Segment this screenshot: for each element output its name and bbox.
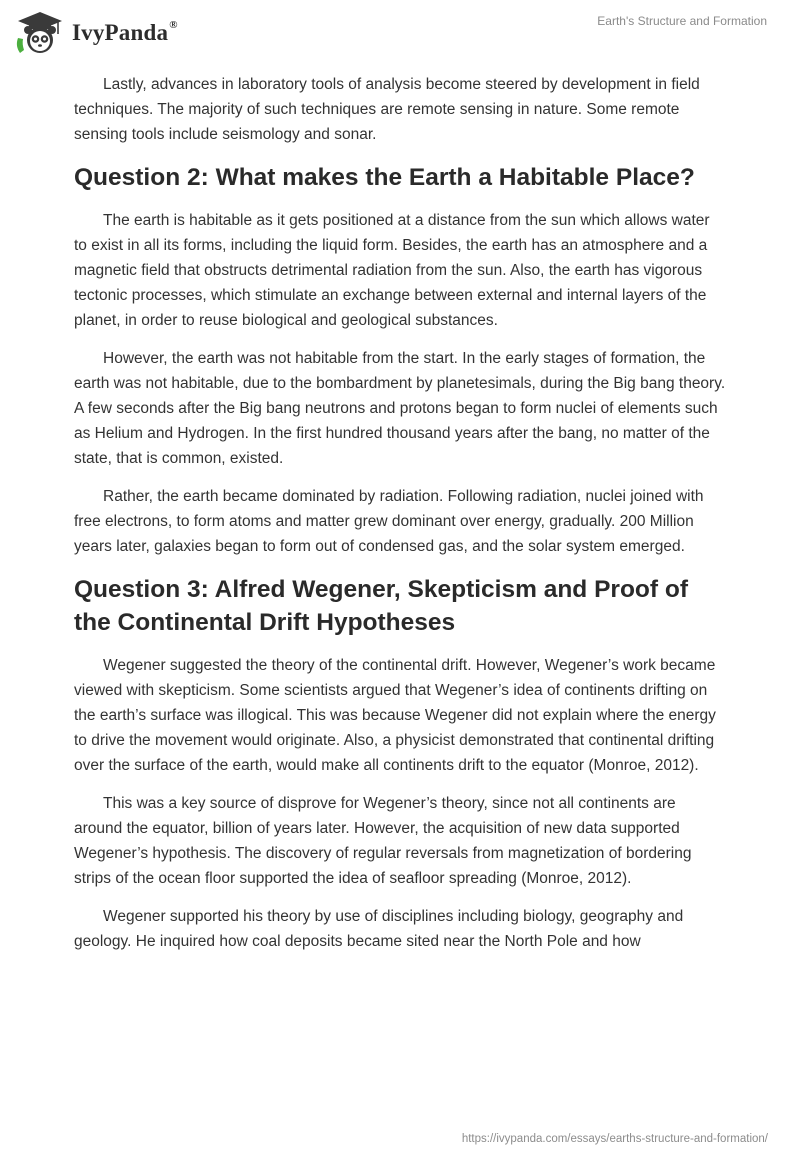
section-heading: Question 2: What makes the Earth a Habitable Place? (74, 164, 695, 191)
paragraph: The earth is habitable as it gets positioned at a distance from the sun which allows water to exist in all its forms, including the liquid form. Besides, the earth has an atmosphere and a magnetic field that obstructs detrimental radiation from the sun. Also, the earth has vigorous tectonic processes, which stimulate an exchange between external and internal layers of the planet, in order to reuse biological and geological substances. (74, 212, 710, 329)
essay-content (74, 72, 726, 967)
paragraph: Wegener supported his theory by use of disciplines including biology, geography and geology. He inquired how coal deposits became sited near the North Pole and how (74, 908, 684, 950)
section-heading: Question 3: Alfred Wegener, Skepticism and Proof of the Continental Drift Hypotheses (74, 576, 688, 636)
page-header (0, 0, 800, 70)
brand-name: IvyPanda® (72, 19, 178, 45)
paragraph: However, the earth was not habitable from the start. In the early stages of formation, the earth was not habitable, due to the bombardment by planetesimals, during the Big bang theory. A few seconds after the Big bang neutrons and protons began to form nuclei of elements such as Helium and Hydrogen. In the first hundred thousand years after the bang, no matter of the state, that is common, existed. (74, 350, 726, 467)
paragraph: Rather, the earth became dominated by radiation. Following radiation, nuclei joined with free electrons, to form atoms and matter grew dominant over energy, gradually. 200 Million years later, galaxies began to form out of condensed gas, and the solar system emerged. (74, 488, 704, 555)
brand-logo[interactable] (14, 10, 178, 54)
paragraph: Lastly, advances in laboratory tools of analysis become steered by development in field techniques. The majority of such techniques are remote sensing in nature. Some remote sensing tools include seismology and sonar. (74, 76, 700, 143)
document-title: Earth's Structure and Formation (597, 14, 767, 28)
paragraph: Wegener suggested the theory of the continental drift. However, Wegener’s work became viewed with skepticism. Some scientists argued that Wegener’s idea of continents drifting on the earth’s surface was illogical. This was because Wegener did not explain where the energy to drive the movement would originate. Also, a physicist demonstrated that continental drifting over the surface of the earth, would make all continents drift to the equator (Monroe, 2012). (74, 657, 716, 774)
paragraph: This was a key source of disprove for Wegener’s theory, since not all continents are around the equator, billion of years later. However, the acquisition of new data supported Wegener’s hypothesis. The discovery of regular reversals from magnetization of bordering strips of the ocean floor supported the idea of seafloor spreading (Monroe, 2012). (74, 795, 692, 887)
panda-graduate-icon (14, 10, 66, 54)
source-url-link[interactable]: https://ivypanda.com/essays/earths-structure-and-formation/ (461, 1133, 768, 1145)
